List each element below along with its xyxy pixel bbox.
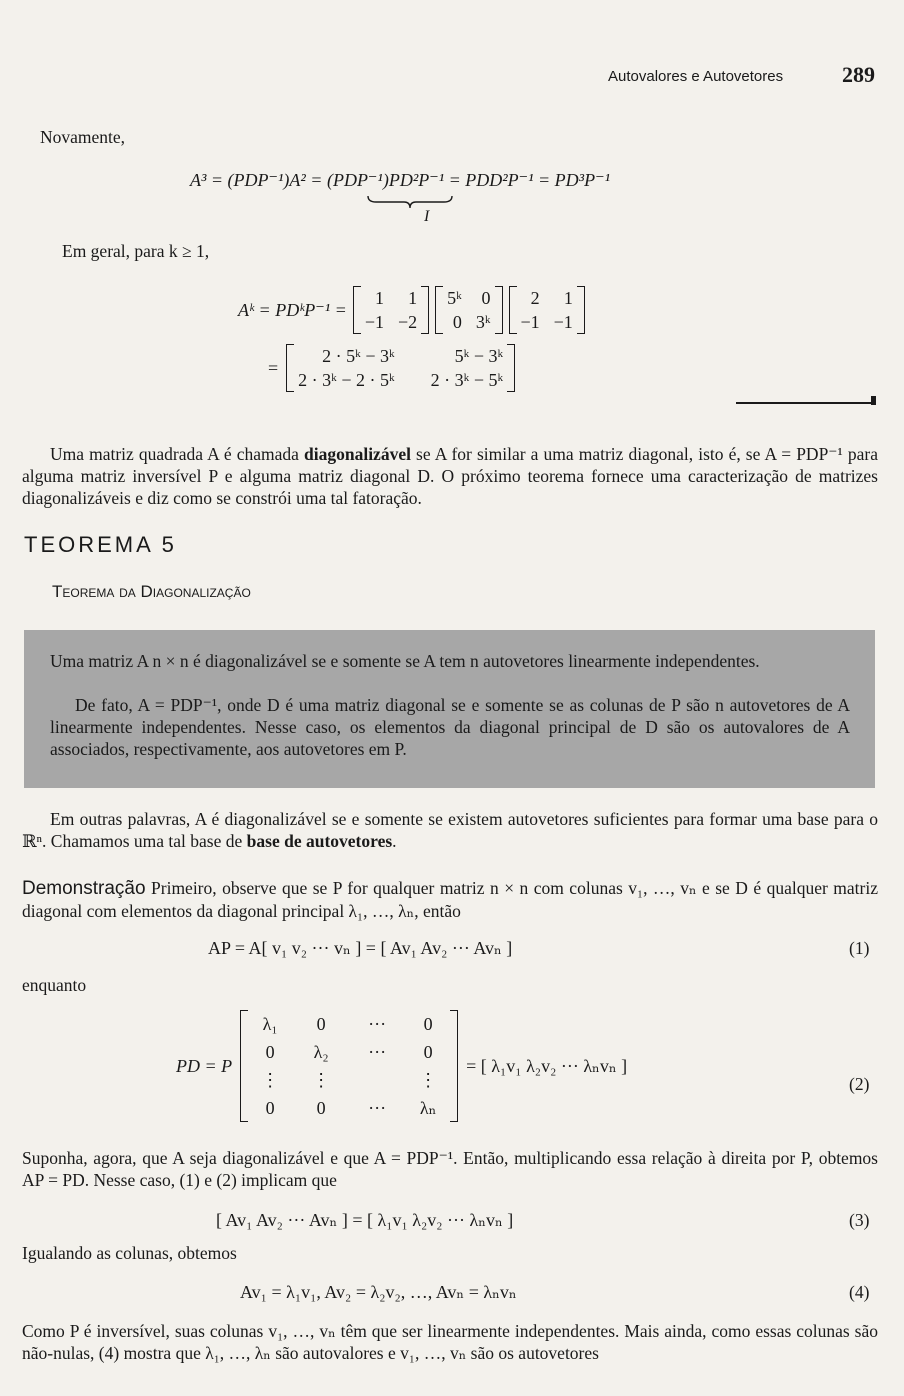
- page-number: 289: [842, 62, 875, 87]
- equation-4: Av₁ = λ₁v₁, Av₂ = λ₂v₂, …, Avₙ = λₙvₙ: [240, 1282, 517, 1302]
- equation-ak: [238, 286, 585, 334]
- equation-3-number: (3): [849, 1210, 870, 1230]
- term-base-de-autovetores: base de autovetores: [246, 831, 393, 851]
- underbrace: [366, 194, 454, 210]
- intro-em-geral: Em geral, para k ≥ 1,: [62, 241, 210, 261]
- theorem-name: Teorema da Diagonalização: [52, 582, 251, 601]
- intro-novamente: Novamente,: [40, 127, 126, 147]
- proof-label: Demonstração: [22, 878, 146, 899]
- equation-2-rhs: = [ λ₁v₁ λ₂v₂ ··· λₙvₙ ]: [466, 1055, 628, 1076]
- theorem-statement: Uma matriz A n × n é diagonalizável se e somente se A tem n autovetores linearmente independentes.: [50, 651, 760, 671]
- proof-paragraph-1: Demonstração Primeiro, observe que se P for qualquer matriz n × n com colunas v₁, …, vₙ e se D é qualquer matriz diagonal com elementos da diagonal principal λ₁, …, λₙ, então: [22, 878, 878, 921]
- matrix-p: 1 1 −1 −2: [353, 286, 429, 334]
- equation-2-lhs: PD = P: [176, 1055, 233, 1076]
- theorem-box: [24, 630, 875, 788]
- proof-paragraph-3: Como P é inversível, suas colunas v₁, …, vₙ têm que ser linearmente independentes. Mais ainda, como essas colunas são não-nulas, (4) mostra que λ₁, …, λₙ são autovalores e v₁, …, vₙ são os autovetores: [22, 1321, 878, 1363]
- equation-1: AP = A[ v₁ v₂ ··· vₙ ] = [ Av₁ Av₂ ··· Avₙ ]: [208, 938, 513, 958]
- igualando-text: Igualando as colunas, obtemos: [22, 1243, 237, 1263]
- enquanto-text: enquanto: [22, 975, 87, 995]
- theorem-heading: TEOREMA 5: [24, 532, 177, 557]
- matrix-p-inverse: 2 1 −1 −1: [509, 286, 585, 334]
- equation-2-number: (2): [849, 1074, 870, 1094]
- equals-sign: =: [268, 357, 279, 378]
- theorem-detail: De fato, A = PDP⁻¹, onde D é uma matriz diagonal se e somente se as colunas de P são n autovetores de A linearmente independentes. Nesse caso, os elementos da diagonal principal de D são os autovalores de A associados, respectivamente, aos autovetores em P.: [50, 695, 850, 759]
- proof-paragraph-2: Suponha, agora, que A seja diagonalizável e que A = PDP⁻¹. Então, multiplicando essa relação à direita por P, obtemos AP = PD. Nesse caso, (1) e (2) implicam que: [22, 1148, 878, 1190]
- term-diagonalizavel: diagonalizável: [304, 444, 411, 464]
- equation-1-number: (1): [849, 938, 870, 958]
- equation-a3: A³ = (PDP⁻¹)A² = (PDP⁻¹)PD²P⁻¹ = PDD²P⁻¹ = PD³P⁻¹: [190, 170, 610, 190]
- matrix-dk: 5ᵏ 0 0 3ᵏ: [435, 286, 502, 334]
- example-end-mark: [871, 396, 876, 405]
- equation-3: [ Av₁ Av₂ ··· Avₙ ] = [ λ₁v₁ λ₂v₂ ··· λₙvₙ ]: [216, 1210, 514, 1230]
- diagonal-matrix: λ₁ 0 ··· 0 0 λ₂ ··· 0 ⋮ ⋮ ⋮ 0 0 ··· λₙ: [240, 1010, 458, 1122]
- equation-ak-lhs: Aᵏ = PDᵏP⁻¹ =: [238, 299, 347, 320]
- example-end-rule: [736, 402, 876, 404]
- matrix-result: 2 · 5ᵏ − 3ᵏ 5ᵏ − 3ᵏ 2 · 3ᵏ − 2 · 5ᵏ 2 · 3ᵏ − 5ᵏ: [286, 344, 515, 392]
- definition-paragraph: Uma matriz quadrada A é chamada diagonalizável se A for similar a uma matriz diagonal, isto é, se A = PDP⁻¹ para alguma matriz inversível P e alguma matriz diagonal D. O próximo teorema fornece uma caracterização de matrizes diagonalizáveis e diz como se constrói uma tal fatoração.: [22, 444, 878, 508]
- running-title: Autovalores e Autovetores: [608, 68, 784, 85]
- brace-label: I: [424, 208, 430, 225]
- equation-4-number: (4): [849, 1282, 870, 1302]
- equation-2: [176, 1010, 627, 1122]
- equation-ak-result: [268, 344, 515, 392]
- after-theorem-paragraph: Em outras palavras, A é diagonalizável se e somente se existem autovetores suficientes para formar uma base para o ℝⁿ. Chamamos uma tal base de base de autovetores.: [22, 809, 878, 851]
